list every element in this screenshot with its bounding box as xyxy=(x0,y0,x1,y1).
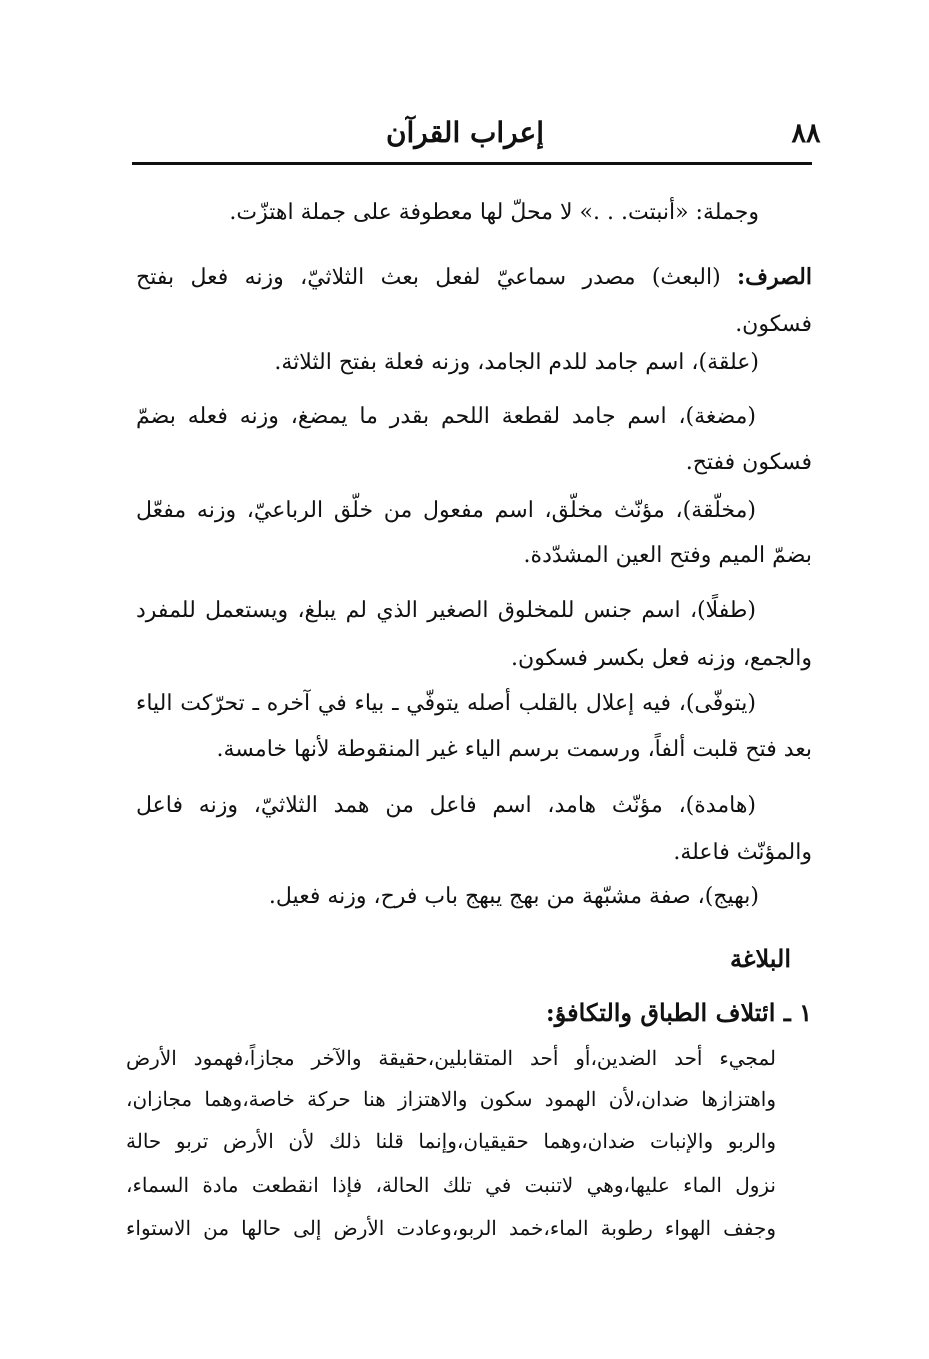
page-number: ٨٨ xyxy=(791,118,821,149)
text-line-10: والجمع، وزنه فعل بكسر فسكون. xyxy=(511,646,812,671)
header-rule xyxy=(132,162,812,165)
paragraph-line-3: والربو والإنبات ضدان،وهما حقيقيان،وإنما قلنا ذلك لأن الأرض تربو حالة xyxy=(126,1129,776,1153)
running-header-title: إعراب القرآن xyxy=(385,116,545,149)
text-line-14: والمؤنّث فاعلة. xyxy=(673,840,812,865)
paragraph-line-2: واهتزازها ضدان،لأن الهمود سكون والاهتزاز هنا حركة خاصة،وهما مجازان، xyxy=(126,1087,776,1111)
text-line-2-body: (البعث) مصدر سماعيّ لفعل بعث الثلاثيّ، وزنه فعل بفتح xyxy=(136,265,738,290)
subsection-heading: ١ ـ ائتلاف الطباق والتكافؤ: xyxy=(545,998,812,1027)
text-line-1: وجملة: «أنبتت. . .» لا محلّ لها معطوفة على جملة اهتزّت. xyxy=(229,200,759,225)
text-line-3: فسكون. xyxy=(735,312,812,337)
section-heading-balagha: البلاغة xyxy=(730,944,791,973)
text-line-6: فسكون ففتح. xyxy=(685,450,812,475)
section-label-sarf: الصرف: xyxy=(737,264,812,290)
text-line-2 xyxy=(136,262,812,293)
paragraph-line-1: لمجيء أحد الضدين،أو أحد المتقابلين،حقيقة والآخر مجازاً،فهمود الأرض xyxy=(126,1046,776,1070)
text-line-7: (مخلّقة)، مؤنّث مخلّق، اسم مفعول من خلّق الرباعيّ، وزنه مفعّل xyxy=(136,498,756,523)
paragraph-line-5: وجفف الهواء رطوبة الماء،خمد الربو،وعادت الأرض إلى حالها من الاستواء xyxy=(126,1216,776,1240)
text-line-5: (مضغة)، اسم جامد لقطعة اللحم بقدر ما يمضغ، وزنه فعله بضمّ xyxy=(136,404,756,429)
text-line-11: (يتوفّى)، فيه إعلال بالقلب أصله يتوفّي ـ بياء في آخره ـ تحرّكت الياء xyxy=(136,691,756,716)
text-line-12: بعد فتح قلبت ألفاً، ورسمت برسم الياء غير المنقوطة لأنها خامسة. xyxy=(216,737,812,762)
text-line-8: بضمّ الميم وفتح العين المشدّدة. xyxy=(523,543,812,568)
paragraph-line-4: نزول الماء عليها،وهي لاتنبت في تلك الحالة، فإذا انقطعت مادة السماء، xyxy=(126,1173,776,1197)
text-line-13: (هامدة)، مؤنّث هامد، اسم فاعل من همد الثلاثيّ، وزنه فاعل xyxy=(136,793,756,818)
text-line-15: (بهيج)، صفة مشبّهة من بهج يبهج باب فرح، وزنه فعيل. xyxy=(268,884,759,909)
text-line-4: (علقة)، اسم جامد للدم الجامد، وزنه فعلة بفتح الثلاثة. xyxy=(274,350,759,375)
text-line-9: (طفلًا)، اسم جنس للمخلوق الصغير الذي لم يبلغ، ويستعمل للمفرد xyxy=(136,598,756,623)
